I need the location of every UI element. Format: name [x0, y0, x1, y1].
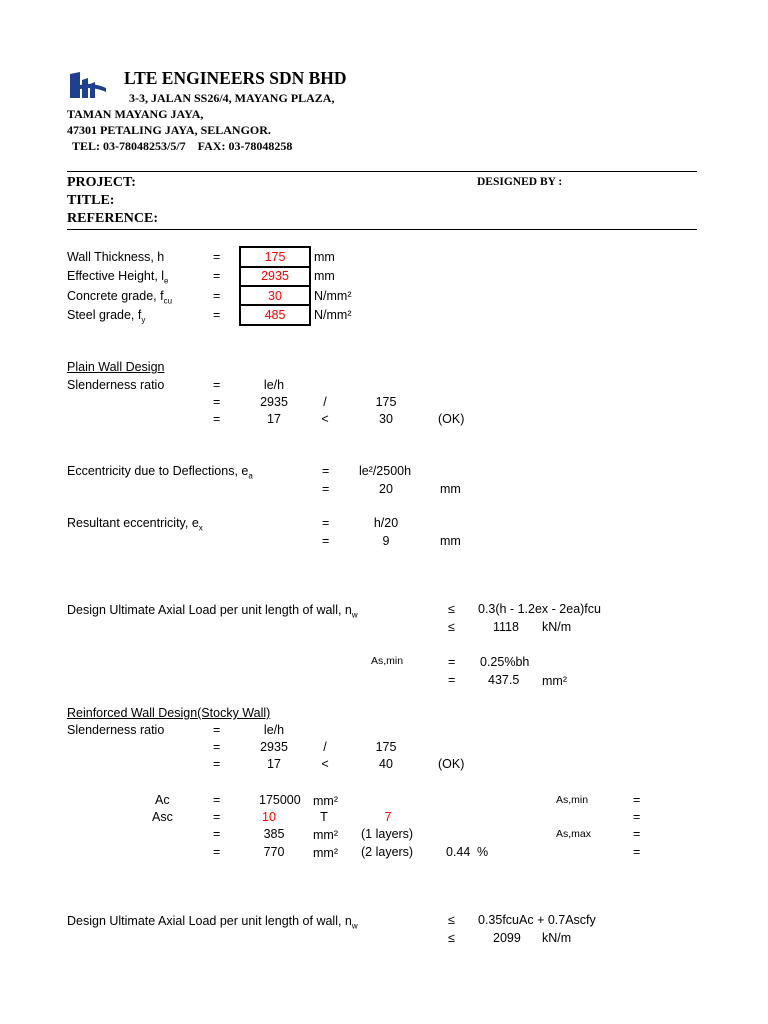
project-label: PROJECT:: [67, 175, 136, 190]
plain-row1-b: 175: [375, 395, 397, 409]
input-eq: =: [213, 269, 221, 283]
eq-sign: =: [633, 845, 641, 859]
eq-sign: =: [213, 827, 221, 841]
le-sign: ≤: [448, 931, 455, 945]
input-value-steel-grade: 485: [264, 308, 286, 322]
ecc-deflection-expr: le²/2500h: [358, 464, 412, 478]
input-unit: mm: [314, 269, 335, 283]
reinforced-row1-b: 175: [375, 740, 397, 754]
reinforced-row2-status: (OK): [438, 757, 465, 771]
input-value-concrete-grade: 30: [268, 289, 282, 303]
ecc-deflection-label: Eccentricity due to Deflections, $e_a$: [67, 464, 253, 481]
plain-asmin-expr: 0.25%bh: [480, 655, 530, 669]
percent-sign: %: [477, 845, 489, 859]
le-sign: ≤: [448, 620, 455, 634]
input-eq: =: [213, 250, 221, 264]
asc-2layer-unit: mm²: [313, 846, 338, 860]
plain-load-label: Design Ultimate Axial Load per unit length of wall, $n_w$: [67, 603, 358, 620]
reinforced-load-expr: 0.35fcuAc + 0.7Ascfy: [478, 913, 596, 927]
asc-diameter[interactable]: 7: [384, 810, 392, 824]
plain-slenderness-label: Slenderness ratio: [67, 378, 165, 392]
input-unit: N/mm²: [314, 308, 352, 322]
plain-asmin-unit: mm²: [542, 674, 567, 688]
ac-label: Ac: [155, 793, 170, 807]
ecc-resultant-value: 9: [382, 534, 390, 548]
eq-sign: =: [213, 740, 221, 754]
eq-sign: =: [633, 827, 641, 841]
asc-1layer-value: 385: [263, 827, 285, 841]
company-name: LTE ENGINEERS SDN BHD: [124, 68, 347, 88]
ac-unit: mm²: [313, 794, 338, 808]
plain-load-value: 1118: [493, 620, 519, 634]
company-address-line1: 3-3, JALAN SS26/4, MAYANG PLAZA,: [129, 91, 335, 105]
eq-sign: =: [633, 793, 641, 807]
eq-sign: =: [322, 464, 330, 478]
eq-sign: =: [448, 673, 456, 687]
eq-sign: =: [322, 482, 330, 496]
input-label-steel-grade: Steel grade, $f_y$: [67, 308, 146, 325]
eq-sign: =: [213, 723, 221, 737]
company-address-line3: 47301 PETALING JAYA, SELANGOR.: [67, 123, 271, 137]
asc-T: T: [320, 810, 328, 824]
designed-by-label: DESIGNED BY :: [477, 176, 563, 188]
company-logo: [68, 70, 108, 100]
plain-ratio-expr: le/h: [263, 378, 285, 392]
reinforced-row2-a: 17: [267, 757, 281, 771]
plain-asmin-label: As,min: [371, 655, 404, 667]
eq-sign: =: [213, 395, 221, 409]
input-eq: =: [213, 308, 221, 322]
reinforced-ratio-expr: le/h: [263, 723, 285, 737]
reinforced-slenderness-label: Slenderness ratio: [67, 723, 165, 737]
asc-label: Asc: [152, 810, 173, 824]
eq-sign: =: [213, 757, 221, 771]
input-value-effective-height: 2935: [261, 269, 289, 283]
plain-asmin-value: 437.5: [488, 673, 520, 687]
plain-load-unit: kN/m: [542, 620, 572, 634]
eq-sign: =: [322, 534, 330, 548]
plain-row2-status: (OK): [438, 412, 465, 426]
plain-row2-b: 30: [379, 412, 393, 426]
reinforced-asmin-label: As,min: [556, 794, 589, 806]
asc-1layer-note: (1 layers): [361, 827, 414, 841]
header-bottom-rule: [67, 229, 697, 230]
reinforced-row1-a: 2935: [260, 740, 288, 754]
reinforced-load-unit: kN/m: [542, 931, 572, 945]
plain-row2-op: <: [321, 412, 329, 426]
ecc-resultant-label: Resultant eccentricity, $e_x$: [67, 516, 203, 533]
reinforced-row1-op: /: [323, 740, 327, 754]
asc-1layer-unit: mm²: [313, 828, 338, 842]
ac-value: 175000: [259, 793, 301, 807]
reinforced-wall-heading: Reinforced Wall Design(Stocky Wall): [67, 706, 271, 720]
eq-sign: =: [448, 655, 456, 669]
eq-sign: =: [322, 516, 330, 530]
company-address-line2: TAMAN MAYANG JAYA,: [67, 107, 204, 121]
ecc-resultant-expr: h/20: [373, 516, 399, 530]
eq-sign: =: [213, 810, 221, 824]
unit-mm: mm: [440, 534, 461, 548]
eq-sign: =: [213, 412, 221, 426]
input-value-thickness: 175: [264, 250, 286, 264]
company-contact: TEL: 03-78048253/5/7 FAX: 03-78048258: [72, 139, 293, 153]
reinforced-load-value: 2099: [493, 931, 521, 945]
ecc-deflection-value: 20: [379, 482, 393, 496]
plain-row2-a: 17: [267, 412, 281, 426]
input-label-concrete-grade: Concrete grade, $f_{cu}$: [67, 289, 173, 306]
input-label-thickness: Wall Thickness, h: [67, 250, 165, 264]
le-sign: ≤: [448, 602, 455, 616]
reinforced-load-label: Design Ultimate Axial Load per unit length of wall, $n_w$: [67, 914, 358, 931]
asc-percentage: 0.44: [446, 845, 471, 859]
input-unit: N/mm²: [314, 289, 352, 303]
eq-sign: =: [633, 810, 641, 824]
reinforced-row2-op: <: [321, 757, 329, 771]
asc-2layer-value: 770: [263, 845, 285, 859]
title-label: TITLE:: [67, 193, 115, 208]
reinforced-row2-b: 40: [379, 757, 393, 771]
input-label-effective-height: Effective Height, $l_e$: [67, 269, 169, 286]
asc-2layer-note: (2 layers): [361, 845, 414, 859]
le-sign: ≤: [448, 913, 455, 927]
reference-label: REFERENCE:: [67, 211, 159, 226]
eq-sign: =: [213, 793, 221, 807]
plain-load-expr: 0.3(h - 1.2ex - 2ea)fcu: [478, 602, 601, 616]
eq-sign: =: [213, 378, 221, 392]
input-eq: =: [213, 289, 221, 303]
plain-wall-heading: Plain Wall Design: [67, 360, 165, 374]
unit-mm: mm: [440, 482, 461, 496]
plain-row1-op: /: [323, 395, 327, 409]
plain-row1-a: 2935: [260, 395, 288, 409]
header-top-rule: [67, 171, 697, 172]
asc-bars[interactable]: 10: [262, 810, 276, 824]
eq-sign: =: [213, 845, 221, 859]
reinforced-asmax-label: As,max: [556, 828, 592, 840]
input-unit: mm: [314, 250, 335, 264]
